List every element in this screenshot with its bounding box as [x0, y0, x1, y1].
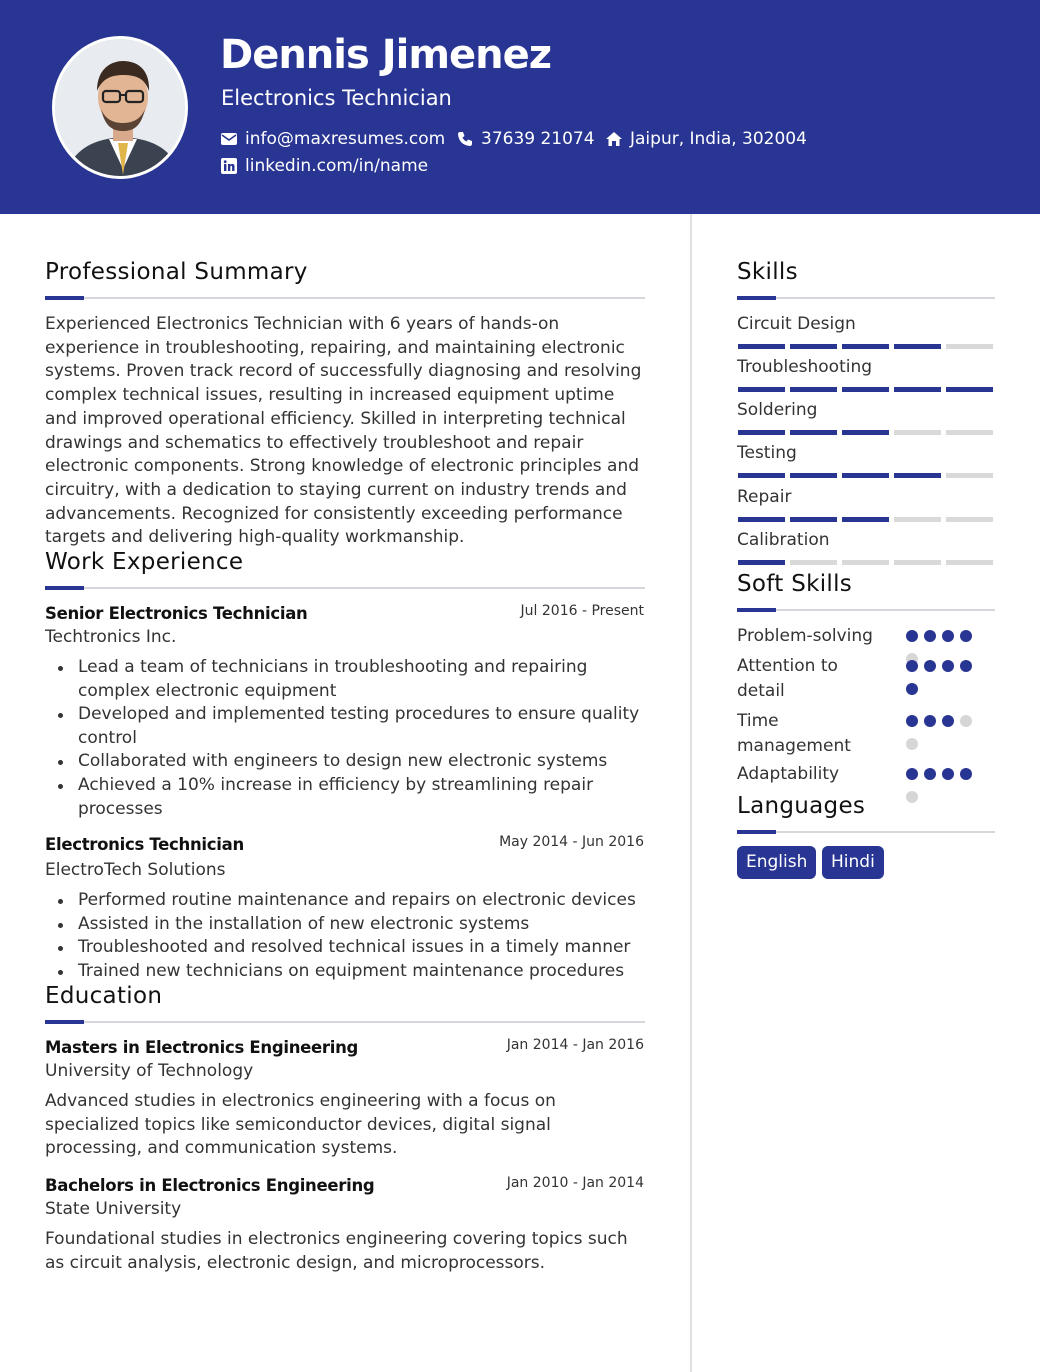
school-name: State University — [45, 1199, 182, 1219]
heading-accent — [45, 586, 84, 590]
rating-dot-filled — [906, 683, 918, 695]
linkedin-icon — [221, 158, 237, 174]
rating-dot-filled — [960, 630, 972, 642]
summary-heading: Professional Summary — [45, 259, 308, 285]
skill-segment-filled — [894, 344, 941, 349]
skill-level-bar — [738, 473, 993, 478]
skill-segment-empty — [946, 473, 993, 478]
skill-name: Testing — [737, 443, 797, 463]
candidate-title: Electronics Technician — [221, 86, 452, 110]
skill-segment-filled — [842, 517, 889, 522]
rating-dot-filled — [906, 715, 918, 727]
skill-segment-filled — [738, 430, 785, 435]
skill-name: Soldering — [737, 400, 818, 420]
skill-segment-filled — [842, 430, 889, 435]
education-date: Jan 2014 - Jan 2016 — [506, 1037, 644, 1053]
rating-dot-filled — [906, 630, 918, 642]
skill-level-bar — [738, 387, 993, 392]
soft-skill-name: Attention to detail — [737, 656, 838, 701]
skill-name: Troubleshooting — [737, 357, 873, 377]
education-description: Advanced studies in electronics engineering with a focus on specialized topics like semiconductor devices, digital signal processing, and communication systems. — [45, 1091, 556, 1159]
job-title: Electronics Technician — [45, 835, 244, 854]
soft-skill-name: Problem-solving — [737, 626, 873, 646]
summary-text: Experienced Electronics Technician with 6 years of hands-on experience in troubleshooting, repairing, and maintaining electronic systems. Proven track record of successfully diagnosing and resolving complex technical issues, resulting in increased equipment uptime and improved operational efficiency. Skilled in interpreting technical drawings and schematics to effectively troubleshoot and repair electronic components. Strong knowledge of electronic principles and circuitry, with a dedication to staying current on industry trends and advancements. Recognized for consistently exceeding performance targets and delivering high-quality workmanship. — [45, 314, 642, 548]
job-company: Techtronics Inc. — [45, 627, 177, 647]
languages-heading: Languages — [737, 793, 866, 819]
soft-skill-rating — [906, 660, 978, 695]
list-item: Collaborated with engineers to design new electronic systems — [52, 750, 652, 774]
location-text: Jaipur, India, 302004 — [630, 129, 807, 149]
summary-heading-rule — [45, 297, 645, 299]
language-badge: Hindi — [822, 846, 884, 879]
column-divider — [690, 214, 692, 1372]
skill-segment-filled — [894, 473, 941, 478]
soft-skill-name: Time management — [737, 711, 851, 756]
skill-segment-filled — [790, 430, 837, 435]
skill-segment-filled — [842, 473, 889, 478]
skill-segment-empty — [946, 344, 993, 349]
skill-segment-filled — [738, 387, 785, 392]
rating-dot-filled — [942, 630, 954, 642]
skill-name: Calibration — [737, 530, 830, 550]
rating-dot-empty — [906, 791, 918, 803]
rating-dot-filled — [924, 768, 936, 780]
skill-segment-empty — [790, 560, 837, 565]
education-heading-rule — [45, 1021, 645, 1023]
skill-segment-filled — [790, 517, 837, 522]
rating-dot-filled — [942, 715, 954, 727]
skills-heading: Skills — [737, 259, 798, 285]
skill-level-bar — [738, 517, 993, 522]
rating-dot-filled — [906, 768, 918, 780]
phone-text: 37639 21074 — [481, 129, 595, 149]
language-badge: English — [737, 846, 816, 879]
rating-dot-filled — [942, 768, 954, 780]
candidate-name: Dennis Jimenez — [220, 32, 552, 78]
skill-level-bar — [738, 560, 993, 565]
school-name: University of Technology — [45, 1061, 254, 1081]
job-bullets — [52, 889, 652, 983]
rating-dot-empty — [906, 738, 918, 750]
list-item: Lead a team of technicians in troubleshooting and repairing complex electronic equipment — [52, 656, 652, 703]
skill-name: Circuit Design — [737, 314, 856, 334]
skill-segment-filled — [842, 387, 889, 392]
education-heading: Education — [45, 983, 163, 1009]
job-title: Senior Electronics Technician — [45, 604, 308, 623]
education-description: Foundational studies in electronics engineering covering topics such as circuit analysis, electronic design, and microprocessors. — [45, 1229, 628, 1273]
rating-dot-filled — [924, 660, 936, 672]
rating-dot-empty — [960, 715, 972, 727]
skill-segment-filled — [842, 344, 889, 349]
list-item: Troubleshooted and resolved technical issues in a timely manner — [52, 936, 652, 960]
skill-segment-empty — [946, 517, 993, 522]
heading-accent — [45, 1020, 84, 1024]
skill-segment-filled — [790, 387, 837, 392]
home-icon — [606, 131, 622, 147]
skill-segment-empty — [894, 430, 941, 435]
linkedin-contact[interactable] — [221, 156, 428, 176]
skill-segment-empty — [842, 560, 889, 565]
skill-segment-empty — [894, 560, 941, 565]
linkedin-text: linkedin.com/in/name — [245, 156, 429, 176]
job-bullets — [52, 656, 652, 821]
skill-segment-filled — [738, 560, 785, 565]
phone-icon — [457, 131, 473, 147]
languages-heading-rule — [737, 831, 995, 833]
email-text: info@maxresumes.com — [245, 129, 446, 149]
skill-segment-filled — [790, 344, 837, 349]
list-item: Achieved a 10% increase in efficiency by streamlining repair processes — [52, 774, 652, 821]
soft-skills-heading-rule — [737, 609, 995, 611]
rating-dot-filled — [906, 660, 918, 672]
skill-name: Repair — [737, 487, 792, 507]
education-date: Jan 2010 - Jan 2014 — [506, 1175, 644, 1191]
experience-heading-rule — [45, 587, 645, 589]
skill-level-bar — [738, 430, 993, 435]
list-item: Trained new technicians on equipment maintenance procedures — [52, 960, 652, 984]
heading-accent — [737, 296, 776, 300]
skill-segment-filled — [738, 517, 785, 522]
list-item: Assisted in the installation of new electronic systems — [52, 913, 652, 937]
phone-contact[interactable] — [457, 129, 595, 149]
soft-skill-rating — [906, 768, 978, 803]
experience-heading: Work Experience — [45, 549, 244, 575]
job-date: Jul 2016 - Present — [520, 603, 644, 619]
soft-skill-name: Adaptability — [737, 764, 840, 784]
soft-skill-rating — [906, 715, 978, 750]
rating-dot-filled — [960, 768, 972, 780]
job-date: May 2014 - Jun 2016 — [499, 834, 644, 850]
list-item: Developed and implemented testing procedures to ensure quality control — [52, 703, 652, 750]
heading-accent — [737, 830, 776, 834]
skill-level-bar — [738, 344, 993, 349]
email-contact[interactable] — [221, 129, 445, 149]
person-photo-icon — [55, 39, 188, 179]
skill-segment-filled — [738, 473, 785, 478]
profile-photo — [52, 36, 188, 179]
resume-header — [0, 0, 1040, 214]
job-company: ElectroTech Solutions — [45, 860, 226, 880]
location-contact — [606, 129, 807, 149]
skills-heading-rule — [737, 297, 995, 299]
skill-segment-filled — [894, 387, 941, 392]
skill-segment-filled — [790, 473, 837, 478]
rating-dot-filled — [942, 660, 954, 672]
rating-dot-filled — [924, 630, 936, 642]
skill-segment-filled — [738, 344, 785, 349]
list-item: Performed routine maintenance and repairs on electronic devices — [52, 889, 652, 913]
rating-dot-filled — [924, 715, 936, 727]
skill-segment-empty — [946, 560, 993, 565]
envelope-icon — [221, 131, 237, 147]
heading-accent — [45, 296, 84, 300]
heading-accent — [737, 608, 776, 612]
skill-segment-filled — [946, 387, 993, 392]
degree-title: Bachelors in Electronics Engineering — [45, 1176, 375, 1195]
degree-title: Masters in Electronics Engineering — [45, 1038, 359, 1057]
rating-dot-filled — [960, 660, 972, 672]
skill-segment-empty — [946, 430, 993, 435]
soft-skills-heading: Soft Skills — [737, 571, 853, 597]
skill-segment-empty — [894, 517, 941, 522]
